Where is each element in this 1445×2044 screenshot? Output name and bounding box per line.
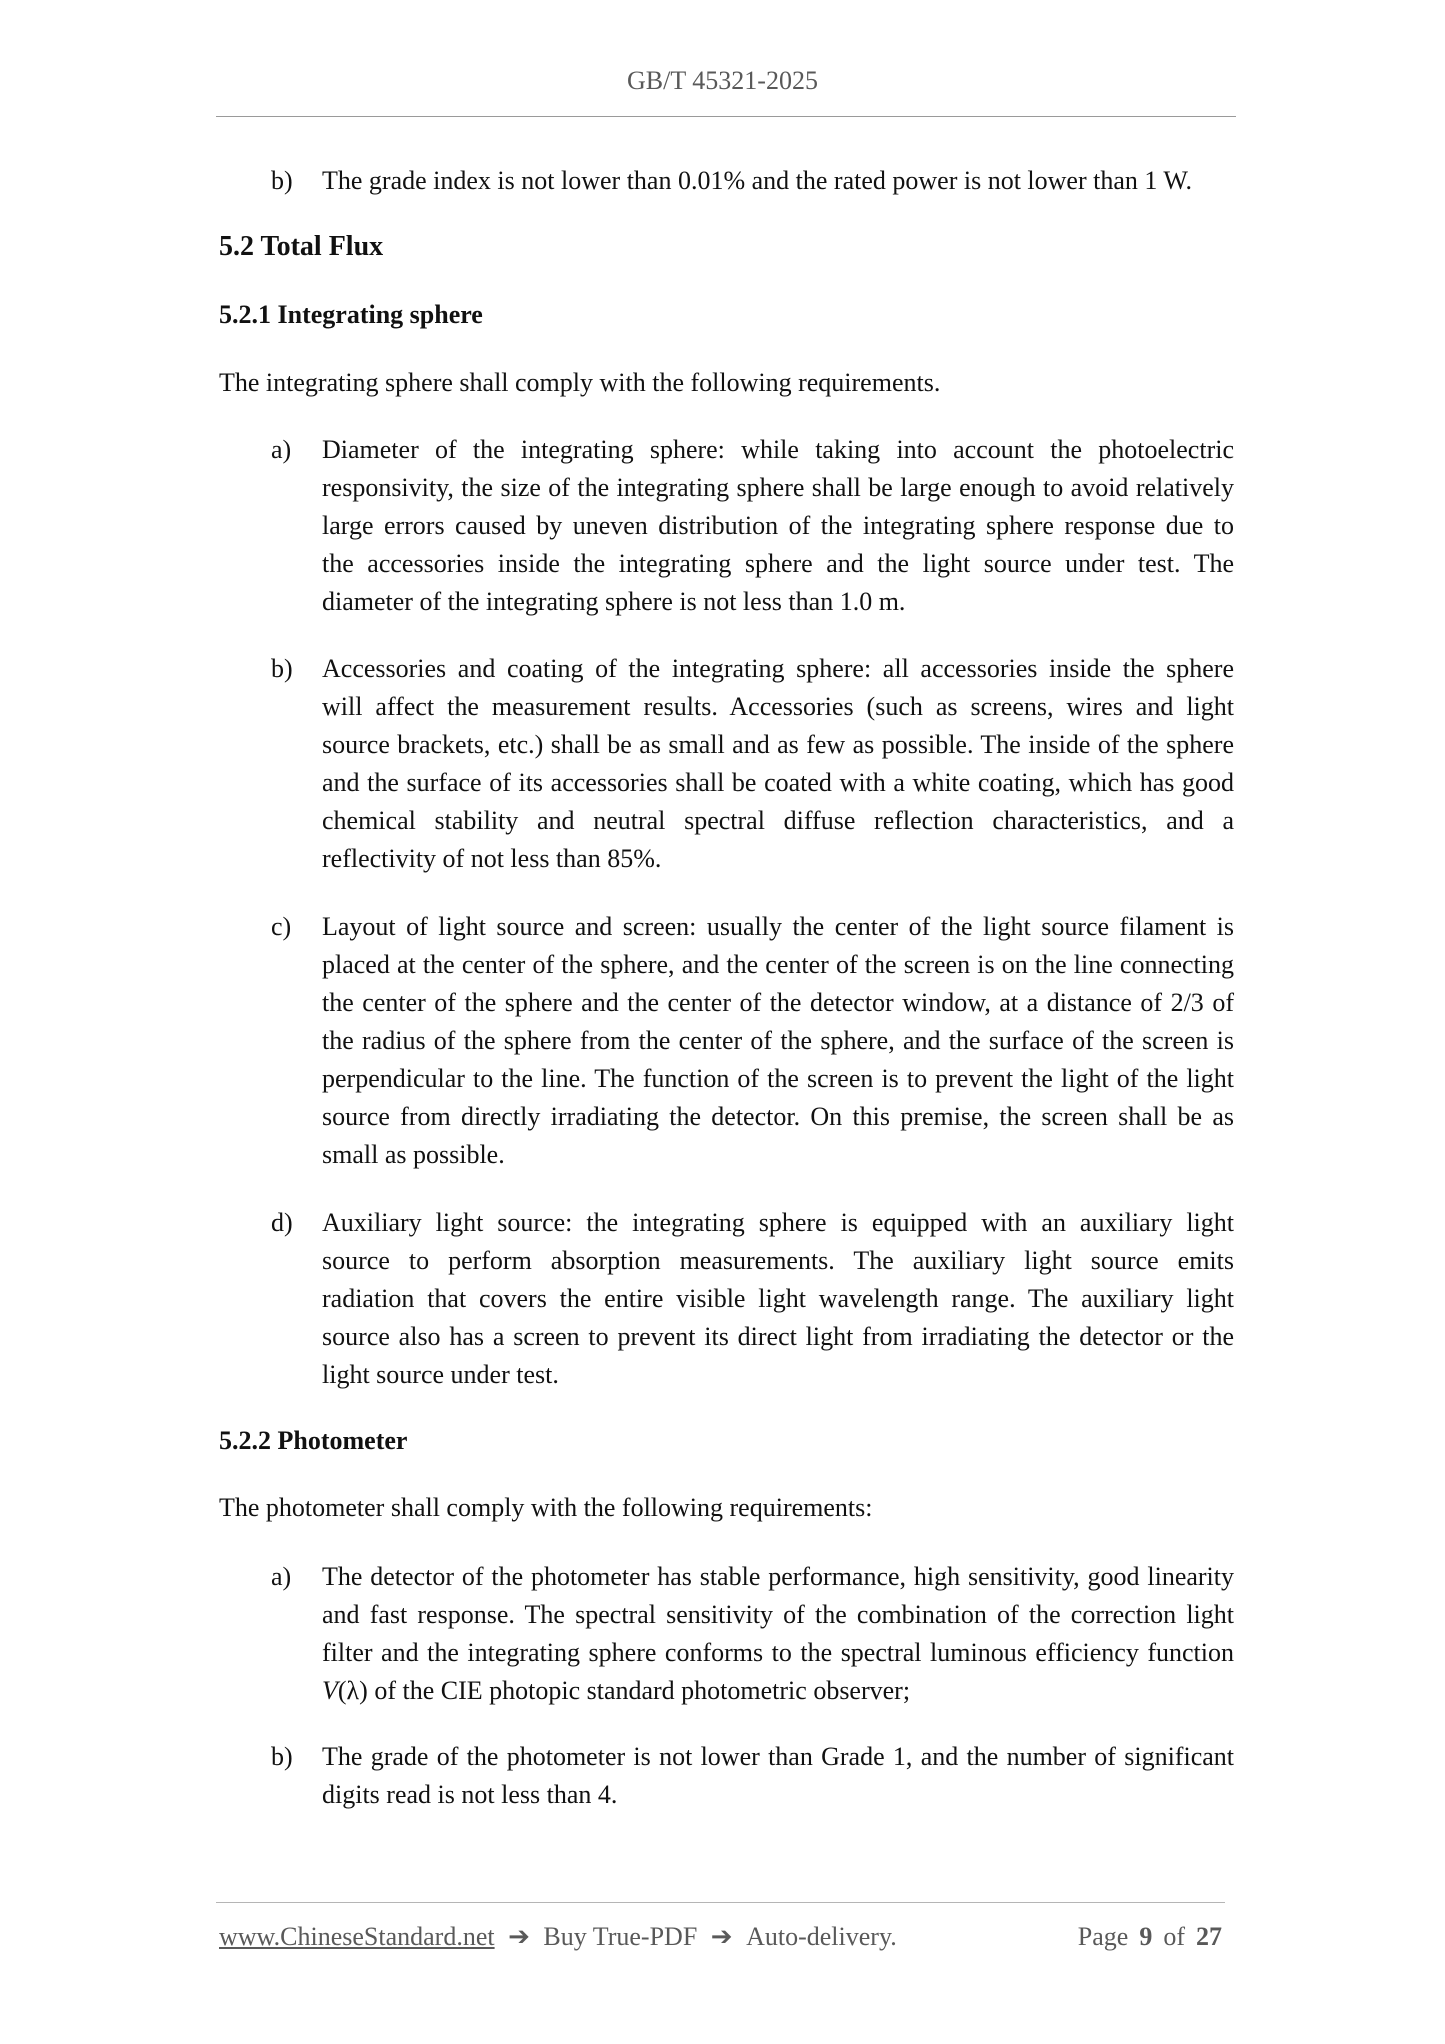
section-heading-5-2: 5.2 Total Flux [219,231,384,262]
item-text [322,1738,1234,1814]
item-label: a) [271,435,292,464]
item-line: reflectivity of not less than 85%. [322,844,662,873]
page-current: 9 [1139,1922,1153,1951]
integrating-sphere-item-a [271,431,1234,621]
integrating-sphere-item-d [271,1204,1234,1394]
item-line: perpendicular to the line. The function of the screen is to prevent the light of the light [322,1064,1234,1093]
item-label: b) [271,1742,293,1771]
item-line-text: (λ) of the CIE photopic standard photometric observer; [337,1676,911,1705]
item-text [322,431,1234,621]
site-link[interactable]: www.ChineseStandard.net [219,1922,495,1951]
item-line: the accessories inside the integrating sphere and the light source under test. The [322,549,1234,578]
italic-symbol: V [322,1676,338,1705]
item-label: b) [271,166,293,195]
item-text [322,162,1234,200]
page-number [1078,1918,1222,1956]
item-line: source to perform absorption measurements. The auxiliary light source emits [322,1246,1234,1275]
footer-divider [216,1902,1225,1903]
item-line: responsivity, the size of the integrating sphere shall be large enough to avoid relatively [322,473,1234,502]
buy-text: Buy True-PDF [543,1922,698,1951]
item-line: large errors caused by uneven distribution of the integrating sphere response due to [322,511,1234,540]
item-text [322,908,1234,1174]
delivery-text: Auto-delivery. [746,1922,897,1951]
item-line: placed at the center of the sphere, and the center of the screen is on the line connecting [322,950,1234,979]
arrow-icon: ➔ [508,1922,530,1951]
item-line: the center of the sphere and the center of the detector window, at a distance of 2/3 of [322,988,1234,1017]
page-header-standard-number: GB/T 45321-2025 [627,66,818,95]
item-line: and fast response. The spectral sensitivity of the combination of the correction light [322,1600,1234,1629]
header-divider [216,116,1236,117]
item-line: The detector of the photometer has stable performance, high sensitivity, good linearity [322,1562,1234,1591]
item-label: c) [271,912,292,941]
item-label: d) [271,1208,293,1237]
photometer-intro: The photometer shall comply with the following requirements: [219,1493,873,1522]
item-line: digits read is not less than 4. [322,1780,618,1809]
item-line: small as possible. [322,1140,505,1169]
integrating-sphere-item-b [271,650,1234,878]
item-line: will affect the measurement results. Accessories (such as screens, wires and light [322,692,1234,721]
item-line: Auxiliary light source: the integrating sphere is equipped with an auxiliary light [322,1208,1234,1237]
footer-promo [219,1918,897,1956]
continued-list-item-b [271,162,1234,200]
item-line [322,1672,1234,1710]
item-line: source also has a screen to prevent its direct light from irradiating the detector or the [322,1322,1234,1351]
item-text [322,1558,1234,1710]
page-label: Page [1077,1922,1129,1951]
integrating-sphere-intro: The integrating sphere shall comply with the following requirements. [219,368,941,397]
item-line: radiation that covers the entire visible light wavelength range. The auxiliary light [322,1284,1234,1313]
subsection-heading-5-2-1: 5.2.1 Integrating sphere [219,300,483,329]
photometer-item-b [271,1738,1234,1814]
item-label: a) [271,1562,292,1591]
photometer-item-a [271,1558,1234,1710]
item-line: chemical stability and neutral spectral diffuse reflection characteristics, and a [322,806,1234,835]
item-line: diameter of the integrating sphere is not less than 1.0 m. [322,587,906,616]
item-line: The grade of the photometer is not lower than Grade 1, and the number of significant [322,1742,1234,1771]
item-line: and the surface of its accessories shall be coated with a white coating, which has good [322,768,1234,797]
item-line: source brackets, etc.) shall be as small and as few as possible. The inside of the sphere [322,730,1234,759]
integrating-sphere-item-c [271,908,1234,1174]
item-line: Accessories and coating of the integrating sphere: all accessories inside the sphere [322,654,1234,683]
item-text [322,1204,1234,1394]
item-line: Layout of light source and screen: usually the center of the light source filament is [322,912,1234,941]
item-line: source from directly irradiating the detector. On this premise, the screen shall be as [322,1102,1234,1131]
item-line: the radius of the sphere from the center of the sphere, and the surface of the screen is [322,1026,1234,1055]
item-line: filter and the integrating sphere conforms to the spectral luminous efficiency function [322,1638,1234,1667]
page-total: 27 [1196,1922,1222,1951]
item-line: The grade index is not lower than 0.01% and the rated power is not lower than 1 W. [322,166,1193,195]
page-of: of [1163,1922,1185,1951]
item-line: light source under test. [322,1360,559,1389]
item-label: b) [271,654,293,683]
subsection-heading-5-2-2: 5.2.2 Photometer [219,1426,408,1455]
item-line: Diameter of the integrating sphere: while taking into account the photoelectric [322,435,1234,464]
item-text [322,650,1234,878]
arrow-icon: ➔ [710,1922,733,1951]
